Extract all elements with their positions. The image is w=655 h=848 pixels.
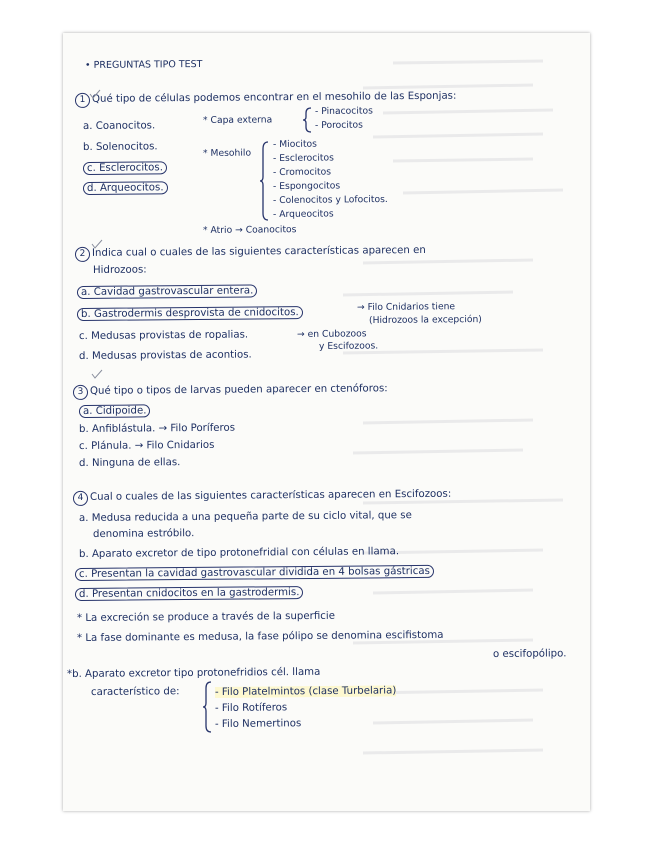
- q4-note-dominant-phase: * La fase dominante es medusa, la fase pólipo se denomina escifistoma: [76, 629, 444, 644]
- q3-option-b: b. Anfiblástula. → Filo Poríferos: [78, 422, 236, 435]
- q4-option-b: b. Aparato excretor de tipo protonefridial con células en llama.: [78, 546, 400, 560]
- mesohilo-item-esclerocitos: - Esclerocitos: [272, 152, 334, 164]
- checkmark-icon: [91, 369, 103, 379]
- q2-option-a: a. Cavidad gastrovascular entera.: [77, 285, 257, 299]
- q4-question-text: Cual o cuales de las siguientes características aparecen en Escifozoos:: [89, 488, 452, 503]
- q2-number-circle: 2: [75, 247, 90, 262]
- q1-capa-externa-label: * Capa externa: [202, 114, 273, 126]
- q2-question-line2: Hidrozoos:: [92, 264, 147, 276]
- q4-number-circle: 4: [73, 491, 88, 506]
- q4-option-a-line1: a. Medusa reducida a una pequeña parte de su ciclo vital, que se: [78, 510, 412, 524]
- q4-note-escifopolipo: o escifopólipo.: [492, 648, 567, 660]
- q1-atrio-note: * Atrio → Coanocitos: [202, 224, 297, 236]
- q2-option-b: b. Gastrodermis desprovista de cnidocitos.: [77, 307, 303, 321]
- q2-option-c-note2: y Escifozoos.: [318, 340, 379, 352]
- q4-extra-line2: característico de:: [90, 686, 180, 698]
- q3-number-circle: 3: [73, 385, 88, 400]
- q1-number-circle: 1: [75, 93, 90, 108]
- q4-option-a-line2: denomina estróbilo.: [92, 528, 195, 540]
- q1-option-d: d. Arqueocitos.: [83, 182, 168, 195]
- q3-option-c: c. Plánula. → Filo Cnidarios: [78, 439, 215, 452]
- page-header: • PREGUNTAS TIPO TEST: [84, 58, 203, 71]
- q1-mesohilo-label: * Mesohilo: [202, 147, 252, 159]
- q2-question-line1: [75, 244, 426, 262]
- extra-item-nemertinos: - Filo Nemertinos: [214, 718, 302, 730]
- mesohilo-item-cromocitos: - Cromocitos: [272, 166, 332, 178]
- extra-item-platelmintos: - Filo Platelmintos (clase Turbelaria): [214, 685, 397, 698]
- q1-question-text: Qué tipo de células podemos encontrar en el mesohilo de las Esponjas:: [91, 90, 457, 105]
- q1-option-c: c. Esclerocitos.: [83, 162, 167, 175]
- q2-option-c-note1: → en Cubozoos: [296, 328, 367, 340]
- q3-option-d: d. Ninguna de ellas.: [78, 457, 181, 469]
- extra-item-rotiferos: - Filo Rotíferos: [214, 702, 288, 714]
- q1-option-a: a. Coanocitos.: [82, 120, 156, 132]
- q4-option-c: c. Presentan la cavidad gastrovascular dividida en 4 bolsas gástricas: [75, 566, 434, 581]
- capa-item-porocitos: - Porocitos: [314, 119, 363, 131]
- mesohilo-item-colenocitos: - Colenocitos y Lofocitos.: [272, 193, 388, 206]
- q4-note-excretion: * La excreción se produce a través de la superficie: [76, 610, 336, 624]
- q1-option-b: b. Solenocitos.: [82, 141, 158, 153]
- q4-option-d: d. Presentan cnidocitos en la gastrodermis.: [75, 587, 304, 601]
- brace-icon: [260, 141, 270, 221]
- brace-icon: [203, 681, 213, 733]
- notebook-page: [63, 33, 590, 811]
- brace-icon: [303, 107, 313, 133]
- q2-question-text: Indica cual o cuales de las siguientes características aparecen en: [91, 244, 426, 259]
- capa-item-pinacocitos: - Pinacocitos: [314, 105, 373, 117]
- checkmark-icon: [89, 89, 101, 99]
- q2-option-b-note1: → Filo Cnidarios tiene: [356, 301, 456, 313]
- mesohilo-item-arqueocitos: - Arqueocitos: [272, 208, 334, 220]
- q2-option-d: d. Medusas provistas de acontios.: [78, 349, 252, 362]
- q3-option-a: a. Cidipoide.: [79, 405, 151, 418]
- mesohilo-item-miocitos: - Miocitos: [272, 138, 317, 150]
- q2-option-c: c. Medusas provistas de ropalias.: [78, 329, 249, 342]
- q4-extra-line1: *b. Aparato excretor tipo protonefridios cél. llama: [66, 666, 321, 680]
- q3-question-text: Qué tipo o tipos de larvas pueden aparecer en ctenóforos:: [89, 383, 388, 397]
- q2-option-b-note2: (Hidrozoos la excepción): [368, 314, 482, 326]
- mesohilo-item-espongocitos: - Espongocitos: [272, 180, 341, 192]
- q3-question: [73, 382, 388, 400]
